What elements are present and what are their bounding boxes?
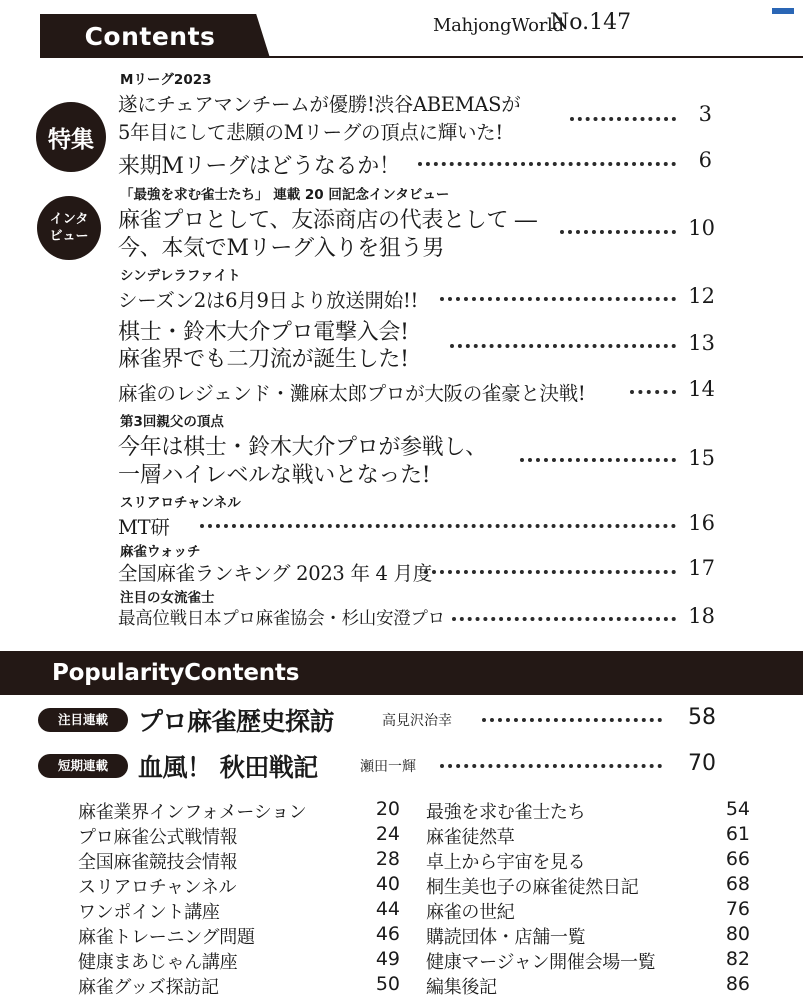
issue-number: No.147 [550,10,632,35]
list-item-page[interactable]: 46 [375,923,400,945]
interview-badge-line1: インタ [49,212,89,227]
list-item-page[interactable]: 66 [725,848,750,870]
special-feature-badge: 特集 [36,102,106,172]
list-item-page[interactable]: 86 [725,973,750,995]
serial-badge: 注目連載 [38,708,128,732]
entry-page[interactable]: 18 [688,604,715,628]
list-item-page[interactable]: 82 [725,948,750,970]
corner-accent [772,8,794,14]
list-item-label[interactable]: 麻雀の世紀 [426,902,515,923]
list-item-page[interactable]: 50 [375,973,400,995]
entry-title-line[interactable]: 麻雀のレジェンド・灘麻太郎プロが大阪の雀豪と決戦! [118,382,586,405]
interview-badge [37,196,101,260]
entry-category: 注目の女流雀士 [120,590,215,606]
entry-page[interactable]: 3 [698,102,712,126]
entry-category: スリアロチャンネル [120,495,241,511]
serial-title[interactable]: 血風！ 秋田戦記 [138,753,318,782]
list-item-label[interactable]: 健康マージャン開催会場一覧 [426,952,656,973]
entry-title-line[interactable]: 5年目にして悲願のMリーグの頂点に輝いた! [118,121,503,144]
list-item-page[interactable]: 24 [375,823,400,845]
interview-badge-line2: ビュー [49,229,89,244]
header-rule [40,56,803,58]
entry-page[interactable]: 14 [688,377,715,401]
list-item-label[interactable]: 購読団体・店舗一覧 [426,927,586,948]
contents-heading: Contents [84,22,216,51]
entry-category: 麻雀ウォッチ [120,544,201,560]
popularity-heading: PopularityContents [52,660,300,686]
leader-dots [418,162,676,166]
entry-page[interactable]: 6 [698,148,712,172]
leader-dots [630,390,676,394]
list-item-label[interactable]: ワンポイント講座 [78,902,220,923]
entry-title-line[interactable]: 今年は棋士・鈴木大介プロが参戦し、 [118,435,487,460]
entry-title-line[interactable]: 最高位戦日本プロ麻雀協会・杉山安澄プロ [118,609,445,629]
entry-page[interactable]: 16 [688,511,715,535]
leader-dots [452,617,676,621]
serial-badge: 短期連載 [38,754,128,778]
list-item-label[interactable]: 麻雀徒然草 [426,827,515,848]
list-item-page[interactable]: 20 [375,798,400,820]
list-item-label[interactable]: 桐生美也子の麻雀徒然日記 [426,877,639,898]
leader-dots [570,117,676,121]
list-item-label[interactable]: 麻雀グッズ探訪記 [78,977,219,998]
serial-author: 高見沢治幸 [382,713,452,729]
entry-page[interactable]: 17 [688,556,715,580]
list-item-page[interactable]: 40 [375,873,400,895]
magazine-name: MahjongWorld [433,15,564,36]
list-item-label[interactable]: 麻雀業界インフォメーション [78,802,307,823]
list-item-label[interactable]: 麻雀トレーニング問題 [78,927,255,948]
entry-category: 「最強を求む雀士たち」 連載 20 回記念インタビュー [120,187,450,203]
entry-page[interactable]: 15 [688,446,715,470]
leader-dots [482,718,662,722]
entry-title-line[interactable]: 麻雀プロとして、友添商店の代表として ― [118,208,537,233]
list-item-label[interactable]: 最強を求む雀士たち [426,802,586,823]
list-item-page[interactable]: 44 [375,898,400,920]
entry-title-line[interactable]: 今、本気でMリーグ入りを狙う男 [118,236,445,261]
list-item-label[interactable]: 卓上から宇宙を見る [426,852,586,873]
list-item-page[interactable]: 80 [725,923,750,945]
leader-dots [560,230,676,234]
list-item-page[interactable]: 49 [375,948,400,970]
leader-dots [424,570,676,574]
list-item-page[interactable]: 76 [725,898,750,920]
leader-dots [440,764,662,768]
serial-title[interactable]: プロ麻雀歴史探訪 [138,707,335,736]
entry-title-line[interactable]: MT研 [118,516,170,539]
list-item-label[interactable]: 編集後記 [426,977,497,998]
entry-title-line[interactable]: 麻雀界でも二刀流が誕生した! [118,347,409,372]
entry-category: シンデレラファイト [120,268,241,284]
list-item-page[interactable]: 61 [725,823,750,845]
leader-dots [200,524,676,528]
entry-title-line[interactable]: 来期Mリーグはどうなるか！ [118,154,401,179]
serial-author: 瀬田一輝 [360,759,416,775]
list-item-page[interactable]: 68 [725,873,750,895]
serial-page[interactable]: 70 [688,751,716,776]
list-item-page[interactable]: 28 [375,848,400,870]
list-item-page[interactable]: 54 [725,798,750,820]
leader-dots [440,297,676,301]
entry-title-line[interactable]: 全国麻雀ランキング 2023 年 4 月度 [118,562,432,585]
leader-dots [520,458,676,462]
entry-page[interactable]: 12 [688,284,715,308]
serial-page[interactable]: 58 [688,705,716,730]
list-item-label[interactable]: プロ麻雀公式戦情報 [78,827,238,848]
entry-page[interactable]: 10 [688,216,715,240]
entry-title-line[interactable]: シーズン2は6月9日より放送開始!! [118,289,419,312]
leader-dots [450,344,676,348]
list-item-label[interactable]: スリアロチャンネル [78,877,237,898]
entry-page[interactable]: 13 [688,331,715,355]
entry-title-line[interactable]: 遂にチェアマンチームが優勝!渋谷ABEMASが [118,93,521,116]
list-item-label[interactable]: 全国麻雀競技会情報 [78,852,238,873]
entry-category: Mリーグ2023 [120,72,212,88]
entry-title-line[interactable]: 棋士・鈴木大介プロ電撃入会! [118,320,409,345]
list-item-label[interactable]: 健康まあじゃん講座 [78,952,238,973]
entry-title-line[interactable]: 一層ハイレベルな戦いとなった! [118,463,431,488]
entry-category: 第3回親父の頂点 [120,414,224,430]
